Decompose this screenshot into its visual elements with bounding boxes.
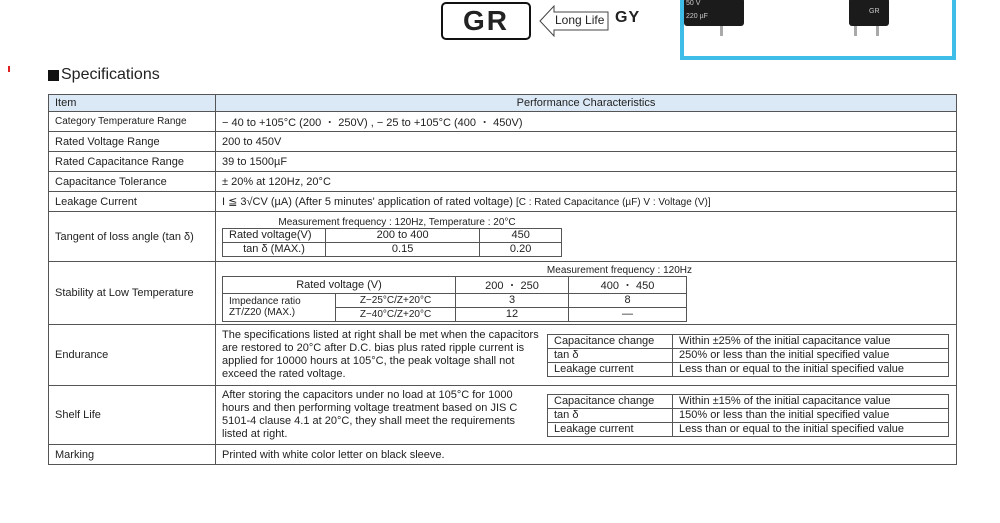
cell: 0.15: [326, 242, 480, 256]
impedance-ratio-sub: ZT/Z20 (MAX.): [229, 307, 296, 318]
cell: Less than or equal to the initial specified value: [673, 362, 949, 376]
cell: Capacitance change: [548, 394, 673, 408]
cell: 3: [456, 293, 569, 307]
related-series-code: GY: [615, 9, 641, 26]
leakage-note: [C : Rated Capacitance (µF) V : Voltage (V)]: [515, 197, 711, 208]
cell: Leakage current: [548, 362, 673, 376]
series-code-badge: GR: [441, 2, 531, 40]
row-label: Capacitance Tolerance: [49, 172, 216, 192]
product-photo: [680, 0, 956, 60]
section-title-text: Specifications: [61, 66, 160, 83]
row-value: [216, 192, 957, 212]
cell: Leakage current: [548, 422, 673, 436]
row-label: Stability at Low Temperature: [49, 262, 216, 325]
row-label: Leakage Current: [49, 192, 216, 212]
endurance-text: The specifications listed at right shall be met when the capacitors are restored to 20°C after D.C. bias plus rated ripple current is applied for 10000 hours at 105°C, the peak voltage shall not exceed the rated voltage.: [222, 329, 539, 380]
capacitor-label-1: 50 V: [686, 0, 701, 7]
capacitor-image-2: [849, 0, 889, 26]
capacitor-label-3: GR: [869, 8, 880, 15]
col-header-item: Item: [49, 95, 216, 112]
table-row: [49, 445, 957, 465]
cell: 200 to 400: [326, 228, 480, 242]
cell: [223, 293, 336, 321]
stability-table: [222, 276, 687, 322]
row-label: Endurance: [49, 325, 216, 386]
col-header-performance: Performance Characteristics: [216, 95, 957, 112]
cell: tan δ: [548, 408, 673, 422]
square-bullet-icon: [48, 70, 59, 81]
shelf-life-criteria-table: [547, 394, 949, 437]
tan-delta-table: [222, 228, 562, 257]
cell: Within ±15% of the initial capacitance value: [673, 394, 949, 408]
row-label: Rated Voltage Range: [49, 132, 216, 152]
section-title: [48, 66, 160, 84]
table-row: [49, 325, 957, 386]
row-value: [216, 262, 957, 325]
table-row: [49, 386, 957, 445]
cell: 8: [569, 293, 687, 307]
row-value: [216, 386, 957, 445]
row-label: Rated Capacitance Range: [49, 152, 216, 172]
cell: Within ±25% of the initial capacitance value: [673, 334, 949, 348]
shelf-life-text: After storing the capacitors under no load at 105°C for 1000 hours and then performing voltage treatment based on JIS C 5101-4 clause 4.1 at 20°C, they shall meet the requirements listed at right.: [222, 389, 518, 440]
table-row: [49, 112, 957, 132]
leakage-formula: I ≦ 3√CV (µA) (After 5 minutes' application of rated voltage): [222, 196, 513, 208]
cell: tan δ: [548, 348, 673, 362]
cell: 200 ・ 250: [456, 276, 569, 293]
row-value: Printed with white color letter on black sleeve.: [216, 445, 957, 465]
row-value: [216, 212, 957, 262]
table-row: [49, 212, 957, 262]
cell: 400 ・ 450: [569, 276, 687, 293]
measurement-note: Measurement frequency : 120Hz, Temperature : 20°C: [278, 216, 516, 228]
cell: —: [569, 307, 687, 321]
cell: tan δ (MAX.): [223, 242, 326, 256]
cell: Z−40°C/Z+20°C: [336, 307, 456, 321]
specifications-table: [48, 94, 957, 465]
row-label: Shelf Life: [49, 386, 216, 445]
row-label: Tangent of loss angle (tan δ): [49, 212, 216, 262]
row-value: 200 to 450V: [216, 132, 957, 152]
table-row: [49, 192, 957, 212]
red-mark: [8, 66, 10, 72]
row-label: Marking: [49, 445, 216, 465]
table-row: [49, 262, 957, 325]
row-value: 39 to 1500µF: [216, 152, 957, 172]
cell: Rated voltage (V): [223, 276, 456, 293]
cell: Rated voltage(V): [223, 228, 326, 242]
capacitor-image-1: [684, 0, 744, 26]
row-value: [216, 325, 957, 386]
cell: Z−25°C/Z+20°C: [336, 293, 456, 307]
cell: 150% or less than the initial specified value: [673, 408, 949, 422]
cell: 12: [456, 307, 569, 321]
measurement-note: Measurement frequency : 120Hz: [546, 264, 692, 276]
endurance-criteria-table: [547, 334, 949, 377]
row-label: Category Temperature Range: [49, 112, 216, 132]
capacitor-label-2: 220 µF: [686, 13, 708, 20]
cell: 450: [480, 228, 562, 242]
cell: 250% or less than the initial specified value: [673, 348, 949, 362]
cell: Less than or equal to the initial specified value: [673, 422, 949, 436]
cell: Capacitance change: [548, 334, 673, 348]
row-value: ± 20% at 120Hz, 20°C: [216, 172, 957, 192]
impedance-ratio-label: Impedance ratio: [229, 296, 301, 307]
table-row: [49, 172, 957, 192]
table-row: [49, 132, 957, 152]
row-value: − 40 to +105°C (200 ・ 250V) , − 25 to +105°C (400 ・ 450V): [216, 112, 957, 132]
cell: 0.20: [480, 242, 562, 256]
arrow-label: Long Life: [555, 13, 605, 27]
table-row: [49, 152, 957, 172]
